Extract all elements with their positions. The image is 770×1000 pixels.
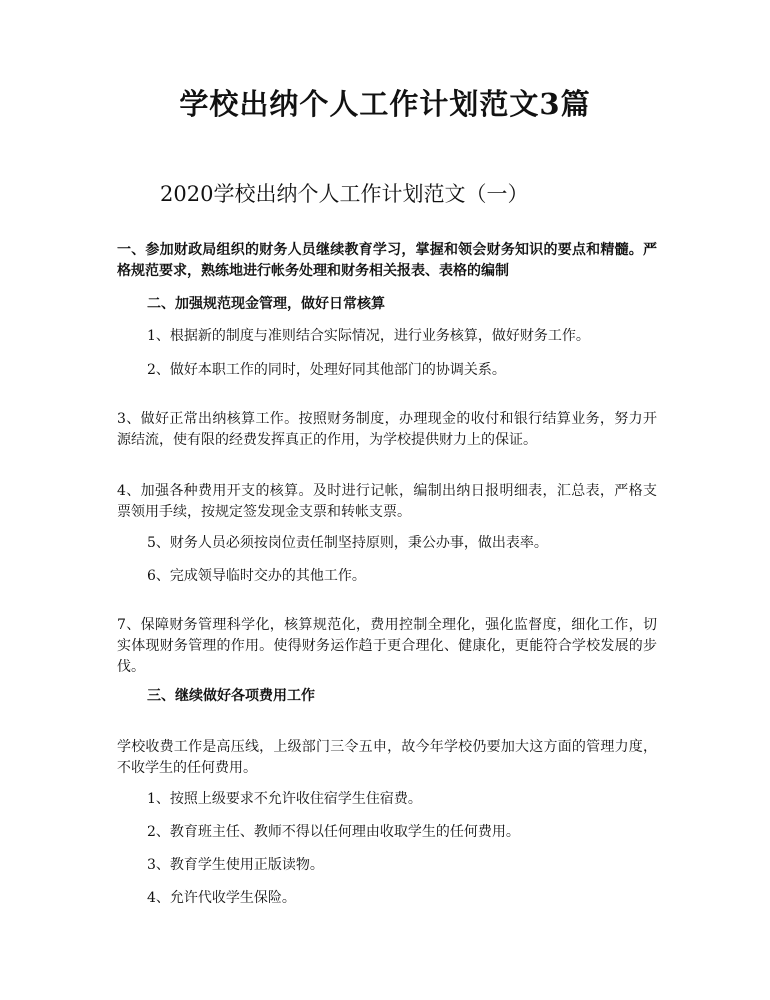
paragraph-15: 4、允许代收学生保险。 xyxy=(147,890,296,906)
document-subtitle: 2020学校出纳个人工作计划范文（一） xyxy=(160,182,529,206)
paragraph-11: 学校收费工作是高压线，上级部门三令五申，故今年学校仍要加大这方面的管理力度，不收学生的任何费用。 xyxy=(117,739,657,776)
paragraph-1: 一、参加财政局组织的财务人员继续教育学习，掌握和领会财务知识的要点和精髓。严格规范要求，熟练地进行帐务处理和财务相关报表、表格的编制 xyxy=(117,242,657,279)
document-title: 学校出纳个人工作计划范文3篇 xyxy=(179,87,591,121)
paragraph-10: 三、继续做好各项费用工作 xyxy=(147,688,315,704)
paragraph-13: 2、教育班主任、教师不得以任何理由收取学生的任何费用。 xyxy=(147,824,520,840)
paragraph-8: 6、完成领导临时交办的其他工作。 xyxy=(147,568,366,584)
paragraph-4: 2、做好本职工作的同时，处理好同其他部门的协调关系。 xyxy=(147,362,506,378)
paragraph-5: 3、做好正常出纳核算工作。按照财务制度，办理现金的收付和银行结算业务，努力开源结流，使有限的经费发挥真正的作用，为学校提供财力上的保证。 xyxy=(117,411,657,448)
paragraph-7: 5、财务人员必须按岗位责任制坚持原则，秉公办事，做出表率。 xyxy=(147,535,548,551)
paragraph-12: 1、按照上级要求不允许收住宿学生住宿费。 xyxy=(147,791,422,807)
paragraph-9: 7、保障财务管理科学化，核算规范化，费用控制全理化，强化监督度，细化工作，切实体现财务管理的作用。使得财务运作趋于更合理化、健康化，更能符合学校发展的步伐。 xyxy=(117,617,657,675)
paragraph-14: 3、教育学生使用正版读物。 xyxy=(147,857,324,873)
paragraph-3: 1、根据新的制度与准则结合实际情况，进行业务核算，做好财务工作。 xyxy=(147,328,590,344)
paragraph-2: 二、加强规范现金管理，做好日常核算 xyxy=(147,296,385,312)
paragraph-6: 4、加强各种费用开支的核算。及时进行记帐，编制出纳日报明细表，汇总表，严格支票领用手续，按规定签发现金支票和转帐支票。 xyxy=(117,483,657,520)
